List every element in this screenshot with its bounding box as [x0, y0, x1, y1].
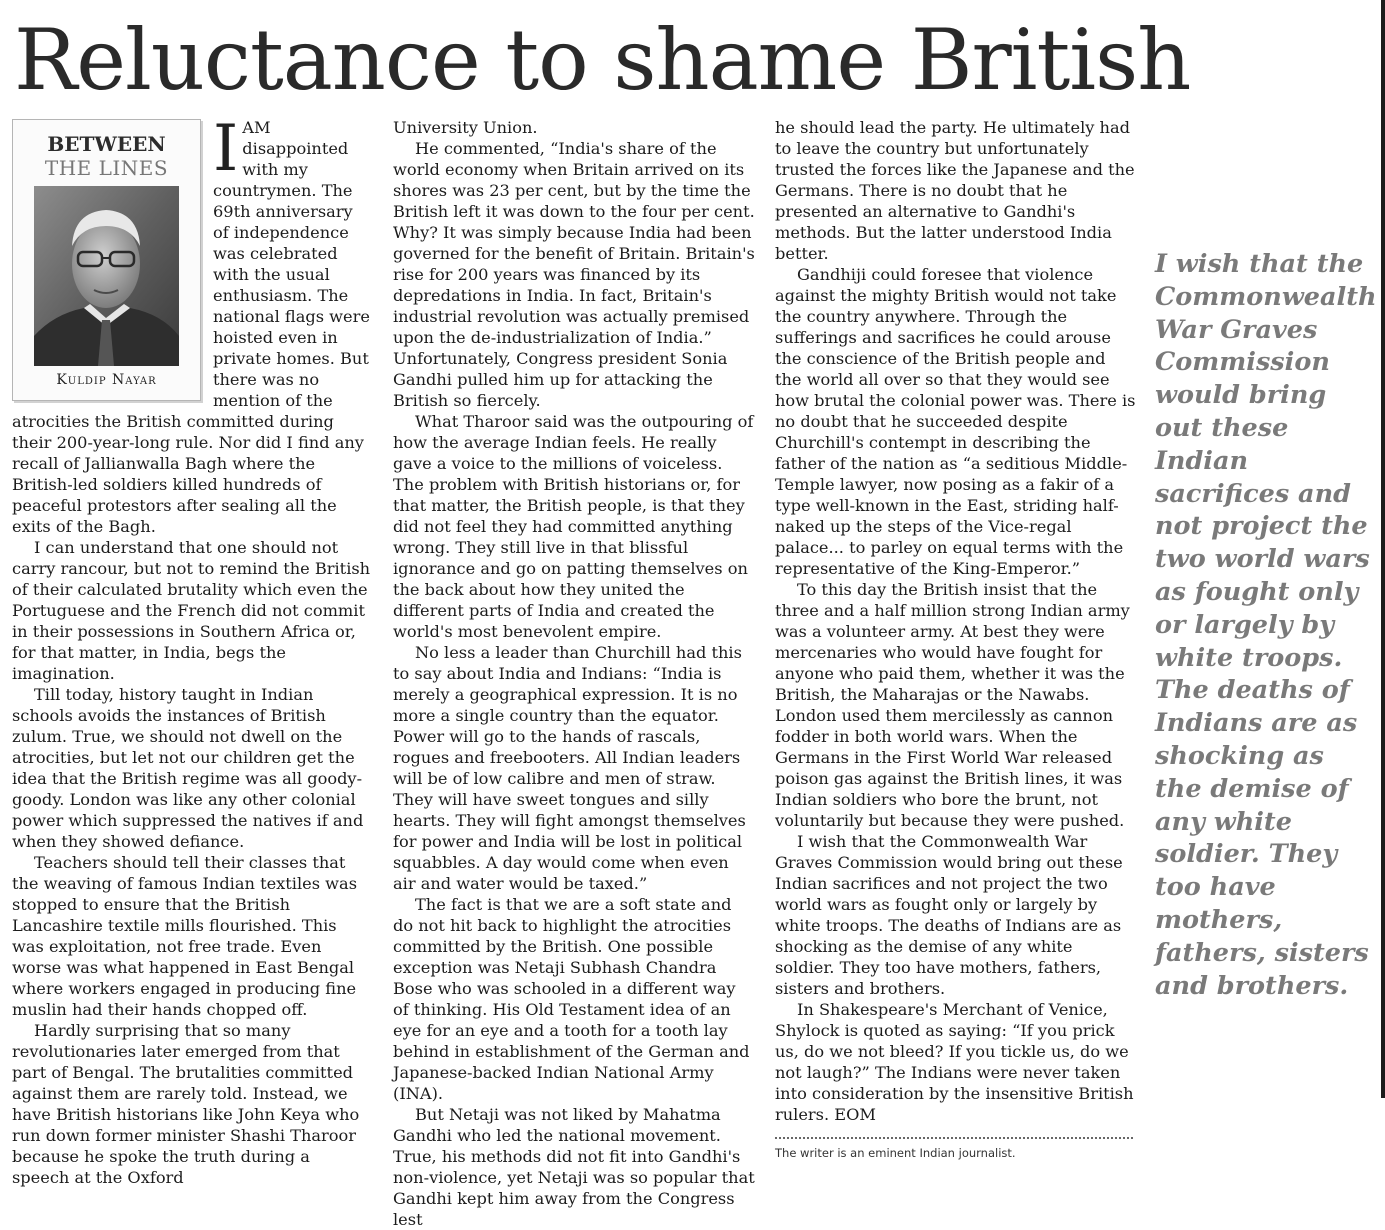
paragraph: I wish that the Commonwealth War Graves Commission would bring out these Indian sacrifices and not project the two world wars as fought only or largely by white troops. The deaths of Indians are as shocking as the demise of any white soldier. They too have mothers, fathers, sisters and brothers.: [775, 832, 1123, 998]
paragraph: To this day the British insist that the three and a half million strong Indian army was a volunteer army. At best they were mercenaries who would have fought for anyone who paid them, whether it was the British, the Maharajas or the Nawabs. London used them mercilessly as cannon fodder in both world wars. When the Germans in the First World War released poison gas against the British lines, it was Indian soldiers who bore the brunt, not voluntarily but because they were pushed.: [775, 580, 1130, 830]
paragraph: But Netaji was not liked by Mahatma Gandhi who led the national movement. True, his methods did not fit into Gandhi's non-violence, yet Netaji was so popular that Gandhi kept him away from the Congress lest: [393, 1105, 755, 1229]
paragraph: AM disappointed with my countrymen. The 69th anniversary of independence was celebrated with the usual enthusiasm. The national flags were hoisted even in private homes. But there was no mention of the atrocities the British committed during their 200-year-long rule. Nor did I find any recall of Jallianwalla Bagh where the British-led soldiers killed hundreds of peaceful protestors after sealing all the exits of the Bagh.: [12, 118, 370, 536]
paragraph: University Union.: [393, 118, 538, 137]
paragraph: he should lead the party. He ultimately had to leave the country but unfortunately trusted the forces like the Japanese and the Germans. There is no doubt that he presented an alternative to Gandhi's methods. But the latter understood India better.: [775, 118, 1135, 263]
column-title-line2: THE LINES: [44, 156, 169, 180]
columnist-box: [12, 119, 201, 401]
drop-cap: I: [213, 112, 239, 186]
column-title-line1: BETWEEN: [47, 132, 166, 156]
paragraph: In Shakespeare's Merchant of Venice, Shylock is quoted as saying: “If you prick us, do we not bleed? If you tickle us, do we not laugh?” The Indians were never taken into consideration by the insensitive British rulers. EOM: [775, 1000, 1134, 1124]
paragraph: What Tharoor said was the outpouring of how the average Indian feels. He really gave a voice to the millions of voiceless. The problem with British historians or, for that matter, the British people, is that they did not feel they had committed anything wrong. They still live in that blissful ignorance and go on patting themselves on the back about how they united the different parts of India and created the world's most benevolent empire.: [393, 412, 754, 641]
paragraph: Gandhiji could foresee that violence against the mighty British would not take the country anywhere. Through the sufferings and sacrifices he could arouse the conscience of the British people and the world all over so that they would see how brutal the colonial power was. There is no doubt that he succeeded despite Churchill's contempt in describing the father of the nation as “a seditious Middle-Temple lawyer, now posing as a fakir of a type well-known in the East, striding half-naked up the steps of the Vice-regal palace... to parley on equal terms with the representative of the King-Emperor.”: [775, 265, 1136, 578]
paragraph: No less a leader than Churchill had this to say about India and Indians: “India is merely a geographical expression. It is no more a single country than the equator. Power will go to the hands of rascals, rogues and freebooters. All Indian leaders will be of low calibre and men of straw. They will have sweet tongues and silly hearts. They will fight amongst themselves for power and India will be lost in political squabbles. A day would come when even air and water would be taxed.”: [393, 643, 746, 893]
article-column-3: [775, 117, 1137, 1161]
author-note: The writer is an eminent Indian journalist.: [775, 1146, 1016, 1160]
article-column-1: [12, 112, 372, 1188]
paragraph: The fact is that we are a soft state and do not hit back to highlight the atrocities committed by the British. One possible exception was Netaji Subhash Chandra Bose who was schooled in a different way of thinking. His Old Testament idea of an eye for an eye and a tooth for a tooth lay behind in establishment of the German and Japanese-backed Indian National Army (INA).: [393, 895, 750, 1103]
page-edge: [1381, 0, 1385, 1098]
paragraph: Hardly surprising that so many revolutionaries later emerged from that part of Bengal. The brutalities committed against them are rarely told. Instead, we have British historians like John Keya who run down former minister Shashi Tharoor because he spoke the truth during a speech at the Oxford: [12, 1021, 360, 1187]
headline: Reluctance to shame British: [14, 11, 1191, 109]
divider: [775, 1137, 1133, 1139]
paragraph: Till today, history taught in Indian schools avoids the instances of British zulum. True, we should not dwell on the atrocities, but let not our children get the idea that the British regime was all goody-goody. London was like any other colonial power which suppressed the natives if and when they showed defiance.: [12, 685, 364, 851]
paragraph: He commented, “India's share of the world economy when Britain arrived on its shores was 23 per cent, but by the time the British left it was down to the four per cent. Why? It was simply because India had been governed for the benefit of Britain. Britain's rise for 200 years was financed by its depredations in India. In fact, Britain's industrial revolution was actually premised upon the de-industrialization of India.” Unfortunately, Congress president Sonia Gandhi pulled him up for attacking the British so fiercely.: [393, 139, 755, 410]
pull-quote: I wish that the Commonwealth War Graves Commission would bring out these Indian sacrifices and not project the two world wars as fought only or largely by white troops. The deaths of Indians are as shocking as the demise of any white soldier. They too have mothers, fathers, sisters and brothers.: [1155, 249, 1377, 1001]
paragraph: Teachers should tell their classes that the weaving of famous Indian textiles was stopped to ensure that the British Lancashire textile mills flourished. This was exploitation, not free trade. Even worse was what happened in East Bengal where workers engaged in producing fine muslin had their hands chopped off.: [12, 853, 357, 1019]
paragraph: I can understand that one should not carry rancour, but not to remind the British of their calculated brutality which even the Portuguese and the French did not commit in their possessions in Southern Africa or, for that matter, in India, begs the imagination.: [12, 538, 371, 683]
author-byline: Kuldip Nayar: [56, 372, 157, 388]
author-photo: [34, 186, 179, 366]
article-column-2: [393, 117, 755, 1230]
